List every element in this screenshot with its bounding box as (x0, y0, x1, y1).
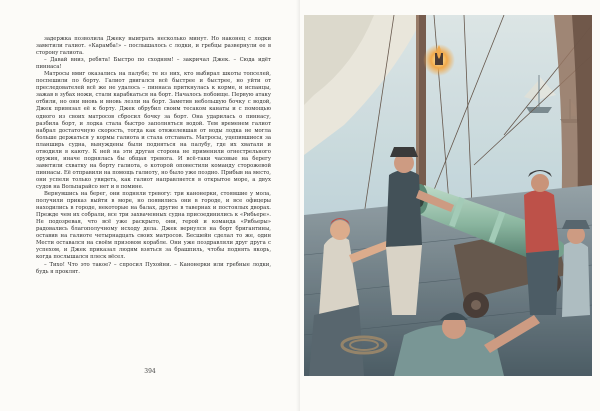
paragraph: Матросы вмиг оказались на палубе; те из них, кто выбирал шкоты топселей, поспешили по борту. Галиот двигался всё быстрее и быстрее, но уйти от преследователей всё же не удалось – пиннаса приткнулась к корме, и испанцы, зажав в зубах ножи, стали карабкаться на борт. Началось побоище. Первую атаку отбили, но они вновь и вновь лезли на борт. Заметив небольшую бочку с водой, Джек привязал её к борту. Джек обрубил своим тесаком канаты и с помощью одного из своих матросов сбросил бочку за борт. Она ударилась о пиннасу, разбила борт, и лодка стала быстро заполняться водой. Тем временем галиот набрал достаточную скорость, тогда как отяжелевшая от воды лодка не могла больше держаться у кормы галиота и стала отставать. Матросы, уцепившиеся за планширь судна, вынуждены были подняться на палубу, где их хватали и отводили в каюту. К ней на эти другая сторона не применили огнестрельного оружия, иначе поднялась бы общая тревога. И всё-таки часовые на берегу заметили схватку на борту галиота, о которой оповестили команду сторожевой пиннасы. Её отправили на помощь галиоту, но было уже поздно. Прибыв на место, они успели только увидеть, как галиот направляется в открытое море, а двух судов на Вольпарайсо нет и в помине. (36, 71, 271, 190)
ship-deck-illustration (304, 15, 592, 376)
story-text (36, 36, 271, 276)
illustration-art (304, 15, 592, 376)
paragraph: Вернувшись на берег, они подняли тревогу: три канонерки, стоявшие у мола, получили приказ выйти в море, но появились они в городе, и все офицеры находились в городе, некоторые на балах, другие в тавернах и постоялых дворах. Прежде чем их собрали, все три захваченных судна присоединились к «Рибьере». Не подозревая, что всё уже раскрыто, они, герой и команда «Рибьеры» радовались благополучному исходу дела. Джек вернулся на борт бригантины, оставив на галиоте четырнадцать своих матросов. Бесшейн сделал то же, один Мести оставался на своём призовом корабле. Они уже поздравляли друг друга с успехом, и Джек приказал людям взяться за брашпиль, чтобы поднять якорь, когда послышался плеск вёсел. (36, 191, 271, 261)
paragraph: – Тихо! Что это такое? – спросил Пухойни. – Канонерки или гребные лодки, будь я проклят. (36, 261, 271, 275)
page-number: 394 (144, 368, 156, 375)
paragraph: задержка позволила Джеку выиграть несколько минут. Но наконец с лодки заметили галиот. «Карамба!» – послышалось с лодки, и гребцы развернули ее в сторону галиота. (36, 36, 271, 57)
paragraph: – Давай вниз, ребята! Быстро по сходням! – закричал Джек. – Сюда идёт пиннаса! (36, 57, 271, 71)
